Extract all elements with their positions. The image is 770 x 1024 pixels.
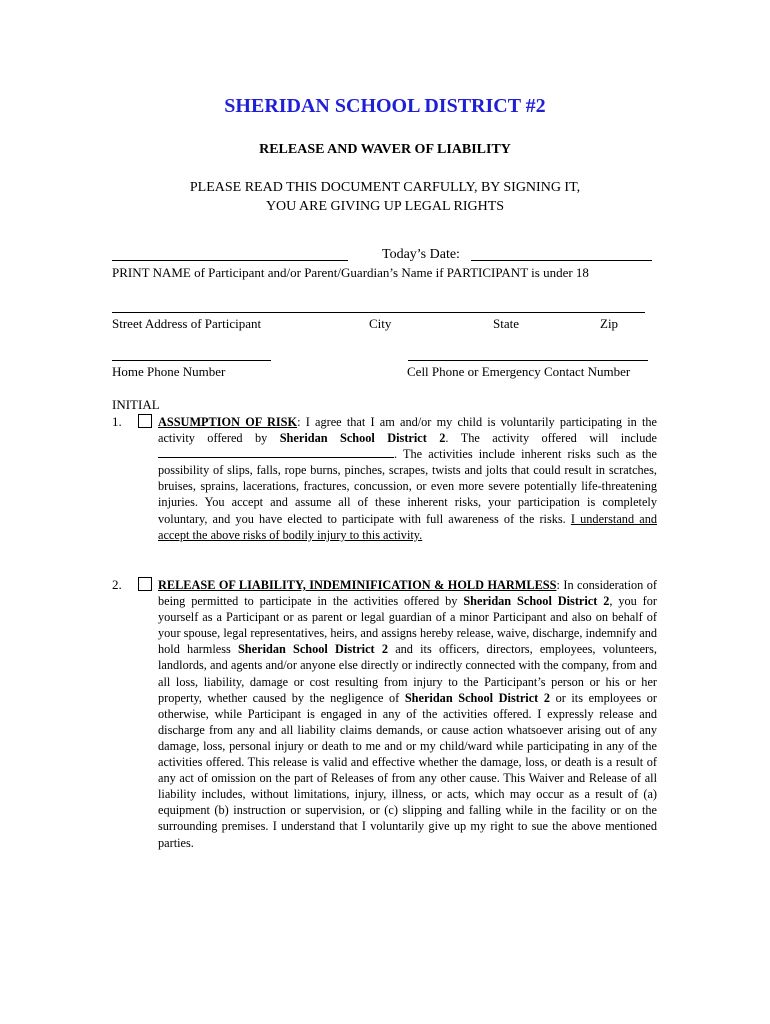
legal-notice — [0, 178, 770, 216]
initial-label: INITIAL — [112, 397, 160, 412]
section-1-text-1: : I agree that I am and/or my child is voluntarily participating in the activity offered by — [158, 415, 658, 446]
assumption-of-risk-paragraph — [158, 414, 657, 543]
section-1-org-name: Sheridan School District 2 — [279, 431, 446, 446]
section-2-org-name-1: Sheridan School District 2 — [463, 594, 610, 609]
section-2-text-1: : In consideration of being permitted to participate in the activities offered by — [158, 578, 657, 609]
todays-date-field[interactable] — [471, 260, 652, 261]
cell-phone-label: Cell Phone or Emergency Contact Number — [407, 364, 631, 379]
state-label: State — [493, 316, 519, 331]
todays-date-label: Today’s Date: — [382, 247, 460, 262]
section-1-initial-checkbox[interactable] — [138, 414, 152, 428]
participant-name-field[interactable] — [112, 260, 348, 261]
release-of-liability-paragraph — [158, 577, 657, 851]
section-2-text-2: , you for yourself as a Participant or as parent or legal guardian of a minor Participant and also on behalf of your spouse, legal representatives, heirs, and assigns hereby release, waive, discharge, indemnify and hold harmless — [158, 594, 657, 657]
city-label: City — [369, 316, 392, 331]
section-1-text-3: . The activities include inherent risks such as the possibility of slips, falls, rope burns, pinches, scrapes, twists and jolts that could result in scratches, bruises, sprains, lacerations, fractures, concussion, or even more severe potentially life-threatening injuries. You accept and assume all of these inherent risks, your participation is completely voluntary, and you have elected to participate with full awareness of the risks. — [158, 447, 657, 526]
print-name-label: PRINT NAME of Participant and/or Parent/Guardian’s Name if PARTICIPANT is under 18 — [112, 265, 589, 280]
section-2-org-name-3: Sheridan School District 2 — [404, 690, 550, 705]
zip-label: Zip — [600, 316, 619, 331]
notice-line-2: YOU ARE GIVING UP LEGAL RIGHTS — [265, 199, 505, 214]
activity-blank-field[interactable] — [158, 447, 394, 458]
document-title: SHERIDAN SCHOOL DISTRICT #2 — [224, 95, 546, 117]
home-phone-label: Home Phone Number — [112, 364, 226, 379]
section-2-org-name-2: Sheridan School District 2 — [237, 642, 388, 657]
section-1-text-2: . The activity offered will include — [445, 431, 657, 446]
street-address-field[interactable] — [112, 312, 645, 313]
section-2-number: 2. — [112, 577, 122, 592]
section-2-text-3: and its officers, directors, employees, volunteers, landlords, and agents and/or anyone else directly or indirectly connected with the company, from and all loss, liability, damage or cost resulting from injury to the Participant’s person or his or her property, whether caused by the negligence of — [158, 642, 657, 705]
document-subtitle: RELEASE AND WAVER OF LIABILITY — [259, 142, 511, 157]
section-1-number: 1. — [112, 414, 122, 429]
section-1-acknowledgment: I understand and accept the above risks of bodily injury to this activity. — [158, 511, 657, 542]
section-2-heading: RELEASE OF LIABILITY, INDEMINIFICATION & HOLD HARMLESS — [158, 578, 557, 592]
home-phone-field[interactable] — [112, 360, 271, 361]
cell-phone-field[interactable] — [408, 360, 648, 361]
notice-line-1: PLEASE READ THIS DOCUMENT CARFULLY, BY SIGNING IT, — [189, 180, 581, 195]
section-2-initial-checkbox[interactable] — [138, 577, 152, 591]
section-2-text-4: or its employees or otherwise, while Participant is engaged in any of the activities offered. I expressly release and discharge from any and all liability claims demands, or cause action whatsoever arising out of any damage, loss, personal injury or death to me and or my child/ward while participating in any of the activities offered. This release is valid and effective whether the damage, loss, or death is a result of any act of omission on the part of Releases of from any other cause. This Waiver and Release of all liability includes, without limitations, injury, illness, or acts, which may occur as a result of (a) equipment (b) instruction or supervision, or (c) slipping and falling while in the facility or on the surrounding premises. I understand that I voluntarily give up my right to sue the above mentioned parties. — [158, 690, 657, 850]
street-address-label: Street Address of Participant — [112, 316, 262, 331]
section-1-heading: ASSUMPTION OF RISK — [158, 415, 298, 429]
